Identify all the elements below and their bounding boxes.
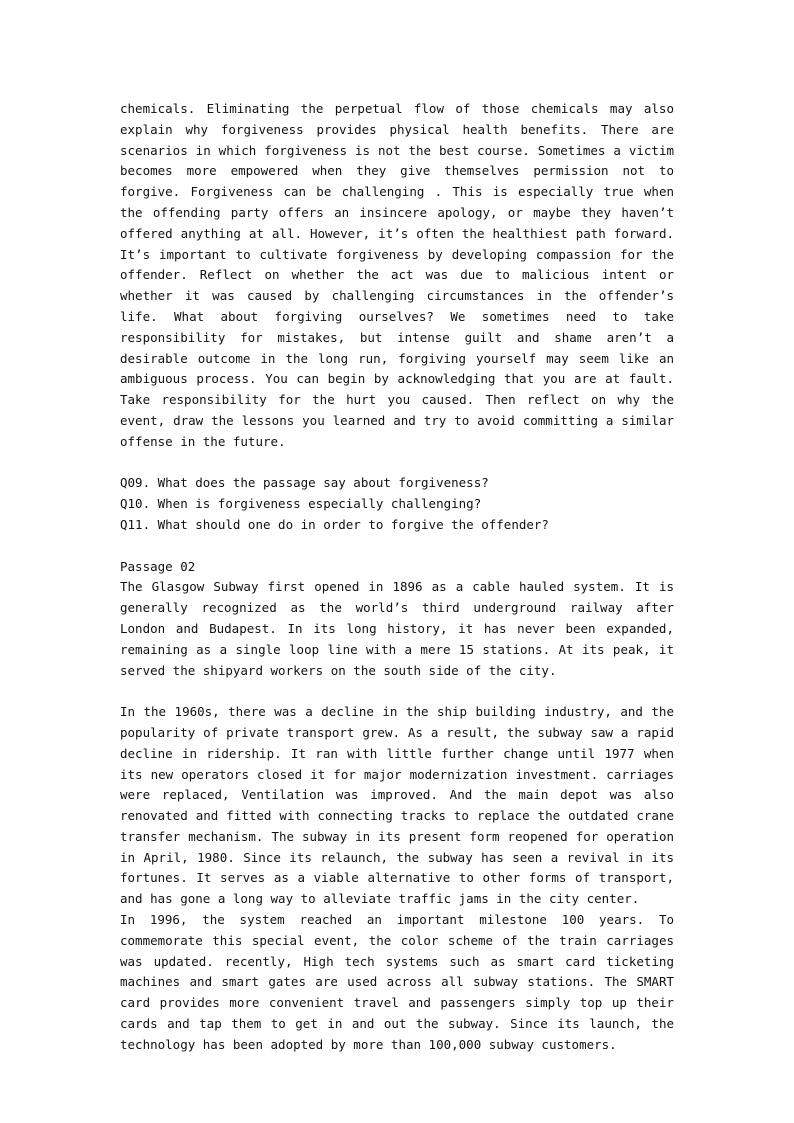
spacer — [120, 453, 674, 474]
passage2-paragraph-3: In 1996, the system reached an important milestone 100 years. To commemorate this special event, the color scheme of the train carriages was updated. recently, High tech systems such as smart card ticketing machines and smart gates are used across all subway stations. The SMART card provides more convenient travel and passengers simply top up their cards and tap them to get in and out the subway. Since its launch, the technology has been adopted by more than 100,000 subway customers. — [120, 912, 674, 1052]
spacer — [120, 681, 674, 702]
spacer — [120, 536, 674, 557]
document-page — [120, 99, 674, 1056]
question-q11: Q11. What should one do in order to forgive the offender? — [120, 516, 549, 532]
passage1-paragraph: chemicals. Eliminating the perpetual flow of those chemicals may also explain why forgiveness provides physical health benefits. There are scenarios in which forgiveness is not the best course. Sometimes a victim becomes more empowered when they give themselves permission not to forgive. Forgiveness can be challenging . This is especially true when the offending party offers an insincere apology, or maybe they haven’t offered anything at all. However, it’s often the healthiest path forward. It’s important to cultivate forgiveness by developing compassion for the offender. Reflect on whether the act was due to malicious intent or whether it was caused by challenging circumstances in the offender’s life. What about forgiving ourselves? We sometimes need to take responsibility for mistakes, but intense guilt and shame aren’t a desirable outcome in the long run, forgiving yourself may seem like an ambiguous process. You can begin by acknowledging that you are at fault. Take responsibility for the hurt you caused. Then reflect on why the event, draw the lessons you learned and try to avoid committing a similar offense in the future. — [120, 101, 674, 449]
question-q10: Q10. When is forgiveness especially challenging? — [120, 496, 482, 512]
passage2-paragraph-2: In the 1960s, there was a decline in the ship building industry, and the popularity of private transport grew. As a result, the subway saw a rapid decline in ridership. It ran with little further change until 1977 when its new operators closed it for major modernization investment. carriages were replaced, Ventilation was improved. And the main depot was also renovated and fitted with connecting tracks to replace the outdated crane transfer mechanism. The subway in its present form reopened for operation in April, 1980. Since its relaunch, the subway has seen a revival in its fortunes. It serves as a viable alternative to other forms of transport, and has gone a long way to alleviate traffic jams in the city center. — [120, 704, 674, 907]
passage2-label: Passage 02 — [120, 558, 196, 574]
question-q09: Q09. What does the passage say about forgiveness? — [120, 475, 489, 491]
passage2-paragraph-1: The Glasgow Subway first opened in 1896 as a cable hauled system. It is generally recognized as the world’s third underground railway after London and Budapest. In its long history, it has never been expanded, remaining as a single loop line with a mere 15 stations. At its peak, it served the shipyard workers on the south side of the city. — [120, 579, 674, 678]
